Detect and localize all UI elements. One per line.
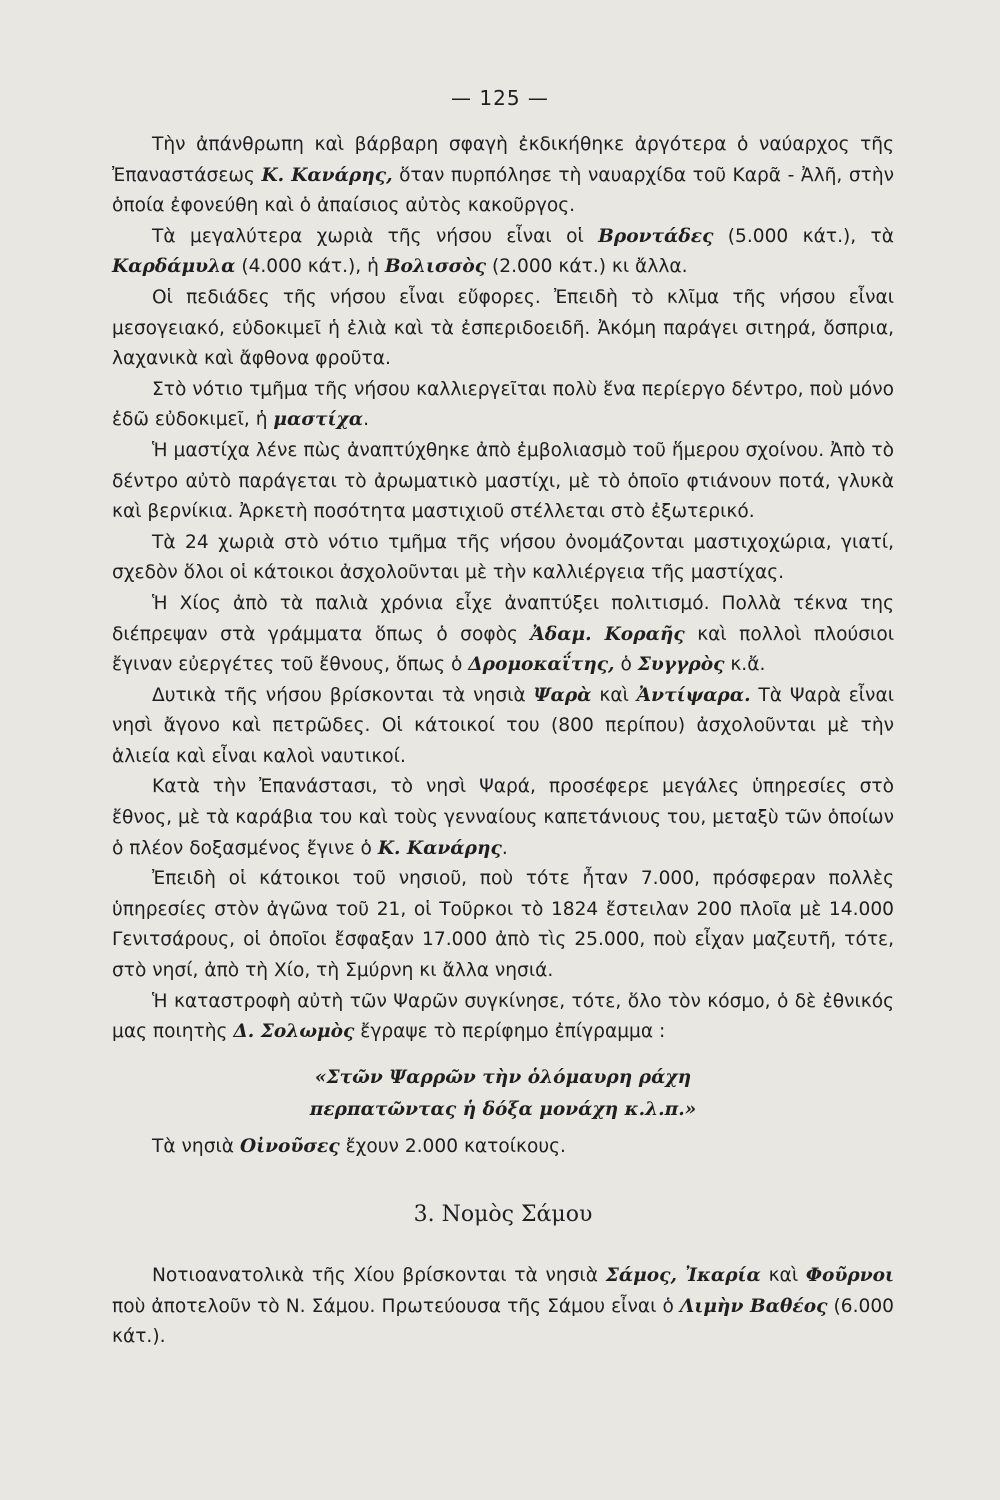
paragraph-mastic-tree: Στὸ νότιο τμῆμα τῆς νήσου καλλιεργεῖται πολὺ ἕνα περίεργο δέντρο, ποὺ μόνο ἐδῶ εὐδοκιμεῖ, ἡ μαστίχα. [112, 378, 894, 431]
paragraph-villages: Τὰ μεγαλύτερα χωριὰ τῆς νήσου εἶναι οἱ Βροντάδες (5.000 κάτ.), τὰ Καρδάμυλα (4.000 κάτ.), ἡ Βολισσὸς (2.000 κάτ.) κι ἄλλα. [112, 225, 894, 278]
paragraph-plains: Οἱ πεδιάδες τῆς νήσου εἶναι εὔφορες. Ἐπειδὴ τὸ κλῖμα τῆς νήσου εἶναι μεσογειακό, εὐδοκιμεῖ ἡ ἐλιὰ καὶ τὰ ἐσπεριδοειδῆ. Ἀκόμη παράγει σιτηρά, ὄσπρια, λαχανικὰ καὶ ἄφθονα φροῦτα. [112, 286, 894, 370]
paragraph-samos: Νοτιοανατολικὰ τῆς Χίου βρίσκονται τὰ νησιὰ Σάμος, Ἰκαρία καὶ Φοῦρνοι ποὺ ἀποτελοῦν τὸ Ν. Σάμου. Πρωτεύουσα τῆς Σάμου εἶναι ὁ Λιμὴν Βαθέος (6.000 κάτ.). [112, 1265, 895, 1348]
paragraph-psara: Δυτικὰ τῆς νήσου βρίσκονται τὰ νησιὰ Ψαρὰ καὶ Ἀντίψαρα. Τὰ Ψαρὰ εἶναι νησὶ ἄγονο καὶ πετρῶδες. Οἱ κάτοικοί του (800 περίπου) ἀσχολοῦνται μὲ τὴν ἁλιεία καὶ εἶναι καλοὶ ναυτικοί. [112, 684, 894, 767]
epigram-line: περπατῶντας ἡ δόξα μονάχη κ.λ.π.» [309, 1098, 697, 1120]
body-text [112, 130, 894, 1353]
paragraph-mastic-origin: Ἡ μαστίχα λένε πὼς ἀναπτύχθηκε ἀπὸ ἐμβολιασμὸ τοῦ ἥμερου σχοίνου. Ἀπὸ τὸ δέντρο αὐτὸ παράγεται τὸ ἀρωματικὸ μαστίχι, μὲ τὸ ὁποῖο φτιάνουν ποτά, γλυκὰ καὶ βερνίκια. Ἀρκετὴ ποσότητα μαστιχιοῦ στέλλεται στὸ ἐξωτερικό. [112, 439, 894, 523]
paragraph-civilization: Ἡ Χίος ἀπὸ τὰ παλιὰ χρόνια εἶχε ἀναπτύξει πολιτισμό. Πολλὰ τέκνα της διέπρεψαν στὰ γράμματα ὅπως ὁ σοφὸς Ἀδαμ. Κοραῆς καὶ πολλοὶ πλούσιοι ἔγιναν εὐεργέτες τοῦ ἔθνους, ὅπως ὁ Δρομοκαΐτης, ὁ Συγγρὸς κ.ἄ. [112, 592, 894, 676]
paragraph-mastic-villages: Τὰ 24 χωριὰ στὸ νότιο τμῆμα τῆς νήσου ὀνομάζονται μαστιχοχώρια, γιατί, σχεδὸν ὅλοι οἱ κάτοικοι ἀσχολοῦνται μὲ τὴν καλλιέργεια τῆς μαστίχας. [112, 531, 894, 584]
paragraph-oinousses: Τὰ νησιὰ Οἰνοῦσες ἔχουν 2.000 κατοίκους. [152, 1135, 566, 1157]
epigram-line: «Στῶν Ψαρρῶν τὴν ὁλόμαυρη ράχη [314, 1066, 692, 1088]
section-heading: 3. Νομὸς Σάμου [413, 1202, 593, 1228]
paragraph-kanaris: Τὴν ἀπάνθρωπη καὶ βάρβαρη σφαγὴ ἐκδικήθηκε ἀργότερα ὁ ναύαρχος τῆς Ἐπαναστάσεως Κ. Κανάρης, ὅταν πυρπόλησε τὴ ναυαρχίδα τοῦ Καρᾶ - Ἀλῆ, στὴν ὁποία ἐφονεύθη καὶ ὁ ἀπαίσιος αὐτὸς κακοῦργος. [112, 134, 895, 217]
paragraph-solomos: Ἡ καταστροφὴ αὐτὴ τῶν Ψαρῶν συγκίνησε, τότε, ὅλο τὸν κόσμο, ὁ δὲ ἐθνικός μας ποιητὴς Δ. Σολωμὸς ἔγραψε τὸ περίφημο ἐπίγραμμα : [112, 990, 894, 1043]
page-number: — 125 — [451, 86, 549, 110]
paragraph-massacre: Ἐπειδὴ οἱ κάτοικοι τοῦ νησιοῦ, ποὺ τότε ἦταν 7.000, πρόσφεραν πολλὲς ὑπηρεσίες στὸν ἀγῶνα τοῦ 21, οἱ Τοῦρκοι τὸ 1824 ἔστειλαν 200 πλοῖα μὲ 14.000 Γενιτσάρους, οἱ ὁποῖοι ἔσφαξαν 17.000 ἀπὸ τὶς 25.000, ποὺ εἶχαν μαζευτῆ, τότε, στὸ νησί, ἀπὸ τὴ Χίο, τὴ Σμύρνη κι ἄλλα νησιά. [112, 868, 894, 982]
epigram [112, 1062, 894, 1126]
paragraph-revolution: Κατὰ τὴν Ἐπανάστασι, τὸ νησὶ Ψαρά, προσέφερε μεγάλες ὑπηρεσίες στὸ ἔθνος, μὲ τὰ καράβια του καὶ τοὺς γενναίους καπετάνιους του, μεταξὺ τῶν ὁποίων ὁ πλέον δοξασμένος ἔγινε ὁ Κ. Κανάρης. [112, 776, 894, 859]
